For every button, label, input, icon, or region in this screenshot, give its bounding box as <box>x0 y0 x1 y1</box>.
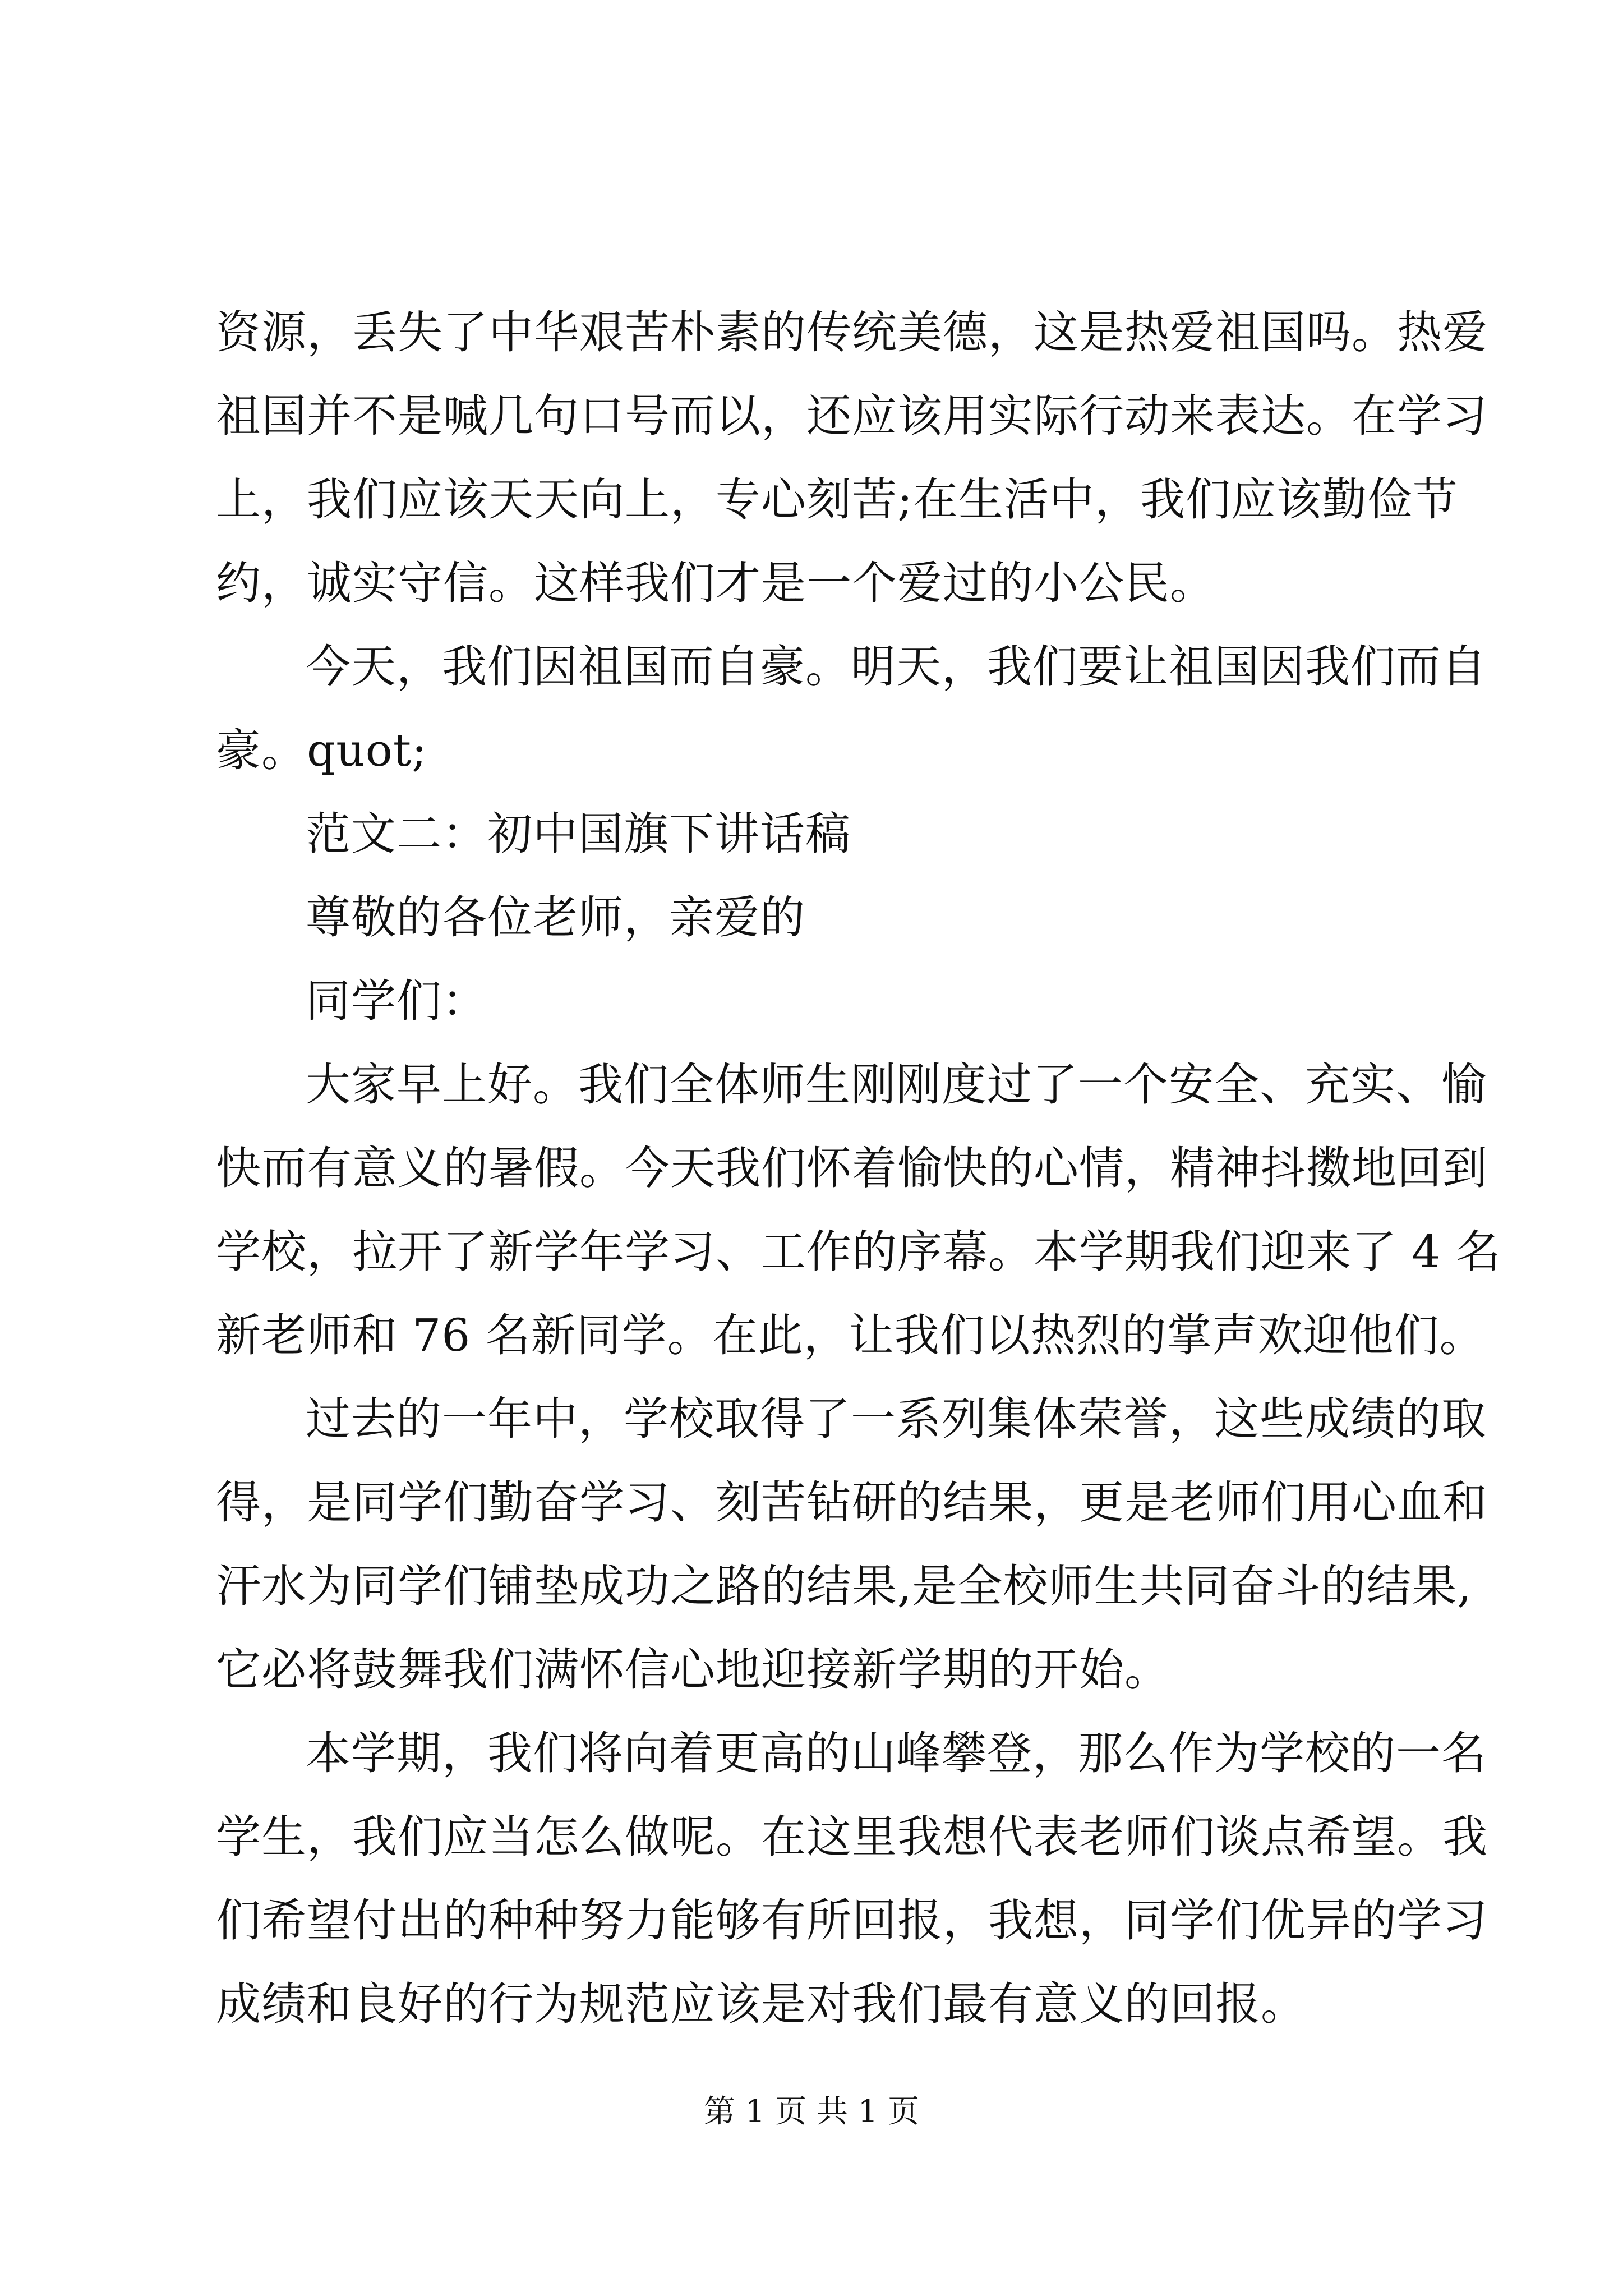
text-line: 新老师和 76 名新同学。在此，让我们以热烈的掌声欢迎他们。 <box>216 1309 1485 1361</box>
text-line: 学生，我们应当怎么做呢。在这里我想代表老师们谈点希望。我 <box>216 1811 1488 1863</box>
salutation-line: 同学们： <box>306 975 487 1027</box>
text-line: 大家早上好。我们全体师生刚刚度过了一个安全、充实、愉 <box>306 1059 1487 1111</box>
salutation-line: 尊敬的各位老师，亲爱的 <box>306 891 805 944</box>
text-line: 汗水为同学们铺垫成功之路的结果,是全校师生共同奋斗的结果, <box>216 1560 1472 1612</box>
text-line: 约，诚实守信。这样我们才是一个爱过的小公民。 <box>216 557 1215 609</box>
text-line: 资源，丢失了中华艰苦朴素的传统美德，这是热爱祖国吗。热爱 <box>216 306 1488 358</box>
text-line: 豪。quot; <box>216 724 427 776</box>
text-line: 过去的一年中，学校取得了一系列集体荣誉，这些成绩的取 <box>306 1393 1487 1445</box>
text-line: 今天，我们因祖国而自豪。明天，我们要让祖国因我们而自 <box>306 641 1487 693</box>
text-line: 本学期，我们将向着更高的山峰攀登，那么作为学校的一名 <box>306 1727 1487 1779</box>
text-line: 成绩和良好的行为规范应该是对我们最有意义的回报。 <box>216 1978 1306 2030</box>
text-line: 学校，拉开了新学年学习、工作的序幕。本学期我们迎来了 4 名 <box>216 1226 1501 1278</box>
text-line: 们希望付出的种种努力能够有所回报，我想，同学们优异的学习 <box>216 1894 1488 1947</box>
page-footer: 第 1 页 共 1 页 <box>703 2093 920 2130</box>
text-line: 它必将鼓舞我们满怀信心地迎接新学期的开始。 <box>216 1644 1170 1696</box>
section-heading: 范文二：初中国旗下讲话稿 <box>306 808 851 860</box>
text-line: 快而有意义的暑假。今天我们怀着愉快的心情，精神抖擞地回到 <box>216 1142 1488 1194</box>
text-line: 得，是同学们勤奋学习、刻苦钻研的结果，更是老师们用心血和 <box>216 1476 1488 1529</box>
text-line: 祖国并不是喊几句口号而以，还应该用实际行动来表达。在学习 <box>216 390 1488 442</box>
text-line: 上，我们应该天天向上，专心刻苦;在生活中，我们应该勤俭节 <box>216 473 1458 526</box>
